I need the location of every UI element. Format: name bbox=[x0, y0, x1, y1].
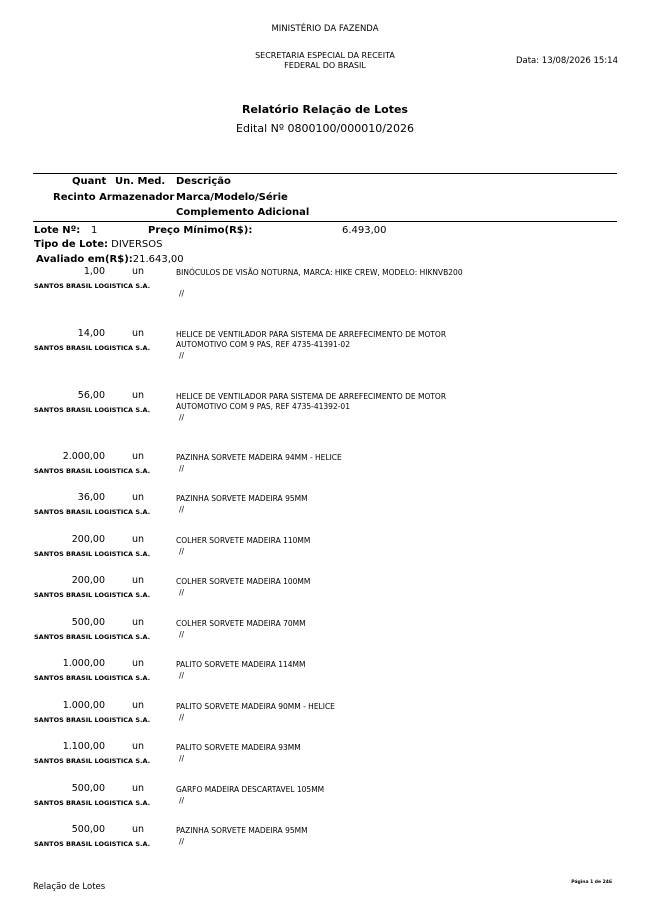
item-recinto: SANTOS BRASIL LOGISTICA S.A. bbox=[34, 550, 151, 558]
item-quantity: 1.000,00 bbox=[62, 700, 105, 711]
ministry-title: MINISTÉRIO DA FAZENDA bbox=[271, 24, 379, 34]
item-recinto: SANTOS BRASIL LOGISTICA S.A. bbox=[34, 467, 151, 475]
col-marca: Marca/Modelo/Série bbox=[176, 192, 288, 203]
item-unit: un bbox=[132, 492, 145, 503]
item-unit: un bbox=[132, 575, 145, 586]
item-unit: un bbox=[132, 741, 145, 752]
item-description: PAZINHA SORVETE MADEIRA 94MM - HELICE bbox=[176, 453, 342, 462]
item-description: PALITO SORVETE MADEIRA 93MM bbox=[176, 743, 301, 752]
item-quantity: 14,00 bbox=[77, 328, 105, 339]
item-recinto: SANTOS BRASIL LOGISTICA S.A. bbox=[34, 716, 151, 724]
col-un-med: Un. Med. bbox=[115, 176, 166, 187]
col-recinto: Recinto Armazenador bbox=[53, 192, 175, 203]
item-complement: // bbox=[179, 754, 185, 763]
item-unit: un bbox=[132, 617, 145, 628]
report-date: Data: 13/08/2026 15:14 bbox=[515, 56, 618, 66]
item-quantity: 200,00 bbox=[71, 575, 105, 586]
preco-minimo-label: Preço Mínimo(R$): bbox=[148, 225, 253, 236]
item-recinto: SANTOS BRASIL LOGISTICA S.A. bbox=[34, 282, 151, 290]
item-unit: un bbox=[132, 534, 145, 545]
item-complement: // bbox=[179, 713, 185, 722]
item-description: COLHER SORVETE MADEIRA 100MM bbox=[176, 577, 311, 586]
col-complemento: Complemento Adicional bbox=[176, 207, 310, 218]
item-quantity: 500,00 bbox=[71, 783, 105, 794]
item-recinto: SANTOS BRASIL LOGISTICA S.A. bbox=[34, 591, 151, 599]
item-unit: un bbox=[132, 266, 145, 277]
item-quantity: 36,00 bbox=[77, 492, 105, 503]
item-complement: // bbox=[179, 671, 185, 680]
item-quantity: 1,00 bbox=[83, 266, 105, 277]
item-description: PALITO SORVETE MADEIRA 90MM - HELICE bbox=[176, 702, 335, 711]
item-recinto: SANTOS BRASIL LOGISTICA S.A. bbox=[34, 757, 151, 765]
item-complement: // bbox=[179, 630, 185, 639]
header-bottom-rule bbox=[33, 221, 617, 222]
item-description: HELICE DE VENTILADOR PARA SISTEMA DE ARREFECIMENTO DE MOTOR AUTOMOTIVO COM 9 PAS, REF 4735-41391-02 bbox=[176, 330, 447, 349]
item-complement: // bbox=[179, 351, 185, 360]
item-quantity: 500,00 bbox=[71, 824, 105, 835]
item-unit: un bbox=[132, 700, 145, 711]
item-recinto: SANTOS BRASIL LOGISTICA S.A. bbox=[34, 508, 151, 516]
item-description: GARFO MADEIRA DESCARTAVEL 105MM bbox=[176, 785, 325, 794]
secretariat-line-1: SECRETARIA ESPECIAL DA RECEITA bbox=[255, 51, 395, 60]
secretariat-line-2: FEDERAL DO BRASIL bbox=[284, 61, 366, 70]
item-complement: // bbox=[179, 796, 185, 805]
item-quantity: 500,00 bbox=[71, 617, 105, 628]
item-recinto: SANTOS BRASIL LOGISTICA S.A. bbox=[34, 840, 151, 848]
edital-number: Edital Nº 0800100/000010/2026 bbox=[236, 122, 414, 135]
item-unit: un bbox=[132, 824, 145, 835]
tipo-lote-value: DIVERSOS bbox=[111, 239, 163, 250]
item-recinto: SANTOS BRASIL LOGISTICA S.A. bbox=[34, 344, 151, 352]
item-complement: // bbox=[179, 505, 185, 514]
item-quantity: 1.000,00 bbox=[62, 658, 105, 669]
item-complement: // bbox=[179, 464, 185, 473]
avaliado-value: 21.643,00 bbox=[132, 254, 184, 265]
col-quant: Quant bbox=[72, 176, 107, 187]
item-unit: un bbox=[132, 390, 145, 401]
item-description: PAZINHA SORVETE MADEIRA 95MM bbox=[176, 494, 308, 503]
item-unit: un bbox=[132, 783, 145, 794]
item-description: PALITO SORVETE MADEIRA 114MM bbox=[176, 660, 306, 669]
avaliado-label: Avaliado em(R$): bbox=[36, 254, 133, 265]
item-recinto: SANTOS BRASIL LOGISTICA S.A. bbox=[34, 799, 151, 807]
item-complement: // bbox=[179, 588, 185, 597]
item-recinto: SANTOS BRASIL LOGISTICA S.A. bbox=[34, 633, 151, 641]
header-top-rule bbox=[33, 173, 617, 174]
page-number: Página 1 de 246 bbox=[571, 880, 612, 885]
item-quantity: 2.000,00 bbox=[62, 451, 105, 462]
lote-number-label: Lote Nº: bbox=[34, 225, 81, 236]
item-description: BINÓCULOS DE VISÃO NOTURNA, MARCA: HIKE CREW, MODELO: HIKNVB200 bbox=[176, 268, 463, 277]
item-unit: un bbox=[132, 451, 145, 462]
item-recinto: SANTOS BRASIL LOGISTICA S.A. bbox=[34, 674, 151, 682]
tipo-lote bbox=[34, 239, 163, 250]
item-unit: un bbox=[132, 658, 145, 669]
item-complement: // bbox=[179, 547, 185, 556]
col-descricao: Descrição bbox=[176, 176, 231, 187]
report-title: Relatório Relação de Lotes bbox=[242, 103, 408, 116]
tipo-lote-label: Tipo de Lote: bbox=[34, 239, 108, 250]
item-quantity: 1.100,00 bbox=[62, 741, 105, 752]
item-recinto: SANTOS BRASIL LOGISTICA S.A. bbox=[34, 406, 151, 414]
item-complement: // bbox=[179, 837, 185, 846]
item-description: COLHER SORVETE MADEIRA 70MM bbox=[176, 619, 306, 628]
footer-title: Relação de Lotes bbox=[33, 882, 106, 892]
item-unit: un bbox=[132, 328, 145, 339]
item-quantity: 56,00 bbox=[77, 390, 105, 401]
preco-minimo: 6.493,00 bbox=[342, 225, 387, 236]
item-complement: // bbox=[179, 413, 185, 422]
item-description: HELICE DE VENTILADOR PARA SISTEMA DE ARREFECIMENTO DE MOTOR AUTOMOTIVO COM 9 PAS, REF 4735-41392-01 bbox=[176, 392, 447, 411]
lote-number: 1 bbox=[91, 225, 98, 236]
item-complement: // bbox=[179, 289, 185, 298]
item-description: PAZINHA SORVETE MADEIRA 95MM bbox=[176, 826, 308, 835]
item-description: COLHER SORVETE MADEIRA 110MM bbox=[176, 536, 311, 545]
item-quantity: 200,00 bbox=[71, 534, 105, 545]
avaliado-em bbox=[36, 254, 184, 265]
secretariat-title bbox=[230, 51, 420, 71]
